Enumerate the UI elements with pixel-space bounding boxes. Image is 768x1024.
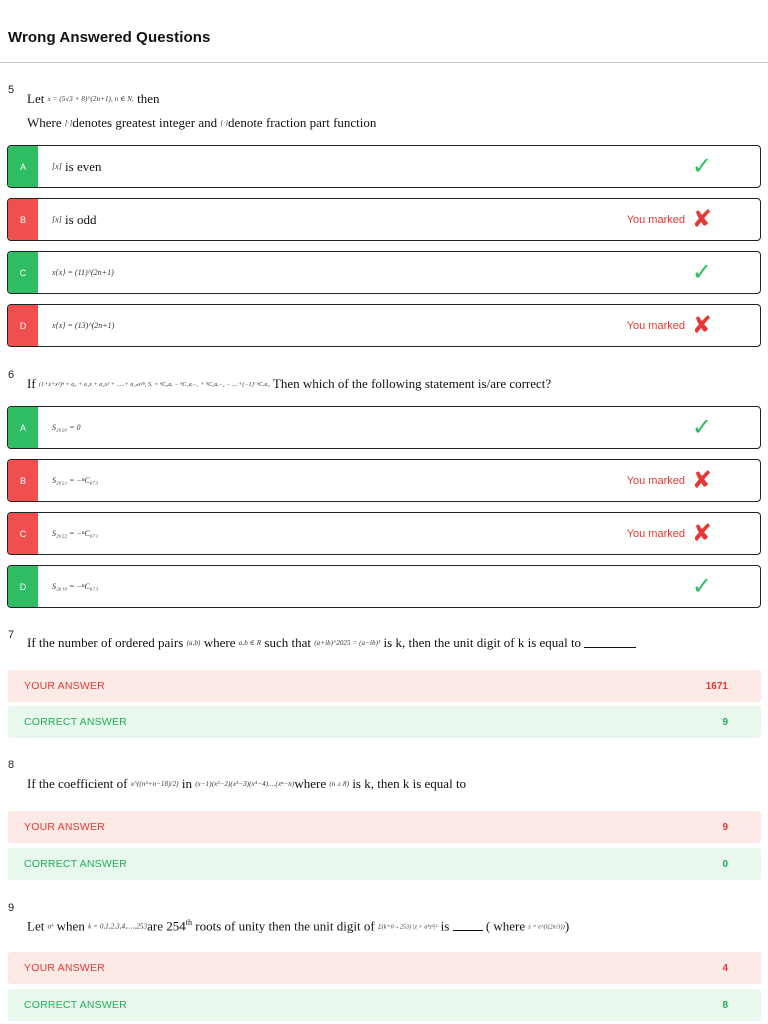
math-expression: (1+x+x²)ⁿ = a₀ + a₁x + a₂x² + .....+ a₂ₙx²ⁿ, Sᵣ = ⁿC₀aᵣ − ⁿC₁aᵣ₋₁ + ⁿC₂aᵣ₋₂ − ....+(−1)ʳ ⁿCᵣa₀	[38, 382, 270, 388]
option-text: [x] is even	[52, 158, 102, 174]
option-text: S₂₀₂₁ = −ⁿC₆₇₃	[52, 476, 99, 485]
math-expression: (n ≥ 8)	[329, 780, 350, 788]
cross-icon: ✘	[691, 311, 712, 339]
cross-icon: ✘	[691, 205, 712, 233]
question-number: 5	[8, 84, 15, 96]
page-title: Wrong Answered Questions	[8, 29, 211, 46]
your-answer-row	[8, 952, 761, 984]
math-expression: {·}	[220, 119, 229, 127]
you-marked-label: You marked	[626, 319, 685, 332]
option-letter: D	[8, 566, 38, 607]
check-icon: ✓	[691, 258, 712, 286]
question-text: If the number of ordered pairs (a,b) where a,b ∈ R such that (a+ib)^2025 = (a−ib)³ is k, then the unit digit of k is equal to	[27, 635, 636, 651]
math-expression: a,b ∈ R	[238, 639, 262, 647]
correct-answer-value: 0	[722, 858, 728, 870]
option-a[interactable]	[7, 145, 761, 188]
your-answer-value: 9	[722, 821, 728, 833]
question-text: Where [·]denotes greatest integer and {·}denote fraction part function	[27, 115, 377, 130]
math-expression: x = (5√3 + 8)^(2n+1), n ∈ N,	[47, 95, 134, 103]
question-text: If the coefficient of x^((n²+n−18)/2) in (x−1)(x²−2)(x³−3)(x⁴−4)....(xⁿ−n)where (n ≥ 8) is k, then k is equal to	[27, 776, 467, 791]
option-letter: C	[8, 252, 38, 293]
math-expression: Σ(k=0→253) |z + αᵏz²|²	[377, 924, 438, 931]
question-number: 7	[8, 629, 15, 641]
your-answer-label: YOUR ANSWER	[24, 680, 105, 692]
math-expression: x^((n²+n−18)/2)	[130, 780, 179, 788]
correct-answer-label: CORRECT ANSWER	[24, 999, 127, 1011]
question-number: 6	[8, 369, 15, 381]
correct-answer-row	[8, 848, 761, 880]
correct-answer-row	[8, 706, 761, 738]
you-marked-label: You marked	[626, 527, 685, 540]
your-answer-label: YOUR ANSWER	[24, 962, 105, 974]
question-text: Let αᵏ when k = 0,1,2,3,4,....,253are 254th roots of unity then the unit digit of Σ(k=0→253) |z + αᵏz²|² is ( where z = e^(i(2π/3)))	[27, 918, 570, 934]
option-text: [x] is odd	[52, 211, 97, 227]
correct-answer-label: CORRECT ANSWER	[24, 716, 127, 728]
check-icon: ✓	[691, 152, 712, 180]
page-header	[0, 0, 768, 63]
question-text: If (1+x+x²)ⁿ = a₀ + a₁x + a₂x² + .....+ a₂ₙx²ⁿ, Sᵣ = ⁿC₀aᵣ − ⁿC₁aᵣ₋₁ + ⁿC₂aᵣ₋₂ − ....+(−1)ʳ ⁿCᵣa₀ Then which of the following statement is/are correct?	[27, 376, 552, 391]
math-expression: (x−1)(x²−2)(x³−3)(x⁴−4)....(xⁿ−n)	[195, 780, 295, 788]
option-text: x{x} = (11)^(2n+1)	[52, 268, 114, 277]
math-expression: z = e^(i(2π/3))	[528, 924, 565, 931]
your-answer-value: 4	[722, 962, 728, 974]
your-answer-value: 1671	[705, 680, 728, 692]
option-letter: D	[8, 305, 38, 346]
correct-answer-row	[8, 989, 761, 1021]
your-answer-row	[8, 670, 761, 702]
your-answer-row	[8, 811, 761, 843]
you-marked-label: You marked	[626, 474, 685, 487]
cross-icon: ✘	[691, 466, 712, 494]
option-b[interactable]	[7, 459, 761, 502]
correct-answer-label: CORRECT ANSWER	[24, 858, 127, 870]
question-number: 9	[8, 902, 15, 914]
check-icon: ✓	[691, 572, 712, 600]
check-icon: ✓	[691, 413, 712, 441]
option-text: S₂₀₂₂ = −ⁿC₆₇₁	[52, 529, 99, 538]
math-expression: [·]	[64, 119, 73, 127]
correct-answer-value: 9	[722, 716, 728, 728]
math-expression: k = 0,1,2,3,4,....,253	[88, 922, 148, 931]
math-expression: αᵏ	[47, 922, 54, 931]
option-letter: A	[8, 146, 38, 187]
math-expression: (a,b)	[186, 639, 201, 647]
option-text: S₂₆₁₉ = −ⁿC₆₇₃	[52, 582, 99, 591]
you-marked-label: You marked	[626, 213, 685, 226]
question-text: Let x = (5√3 + 8)^(2n+1), n ∈ N, then	[27, 91, 160, 106]
your-answer-label: YOUR ANSWER	[24, 821, 105, 833]
option-letter: C	[8, 513, 38, 554]
option-text: x{x} = (13)^(2n+1)	[52, 321, 115, 330]
option-a[interactable]	[7, 406, 761, 449]
option-d[interactable]	[7, 565, 761, 608]
correct-answer-value: 8	[722, 999, 728, 1011]
option-letter: B	[8, 460, 38, 501]
math-expression: (a+ib)^2025 = (a−ib)³	[314, 639, 381, 647]
option-b[interactable]	[7, 198, 761, 241]
option-d[interactable]	[7, 304, 761, 347]
answer-blank	[453, 921, 483, 931]
question-number: 8	[8, 759, 15, 771]
option-letter: A	[8, 407, 38, 448]
option-c[interactable]	[7, 512, 761, 555]
option-c[interactable]	[7, 251, 761, 294]
option-text: S₂₀₂₀ = 0	[52, 423, 81, 432]
option-letter: B	[8, 199, 38, 240]
cross-icon: ✘	[691, 519, 712, 547]
answer-blank	[584, 638, 636, 648]
